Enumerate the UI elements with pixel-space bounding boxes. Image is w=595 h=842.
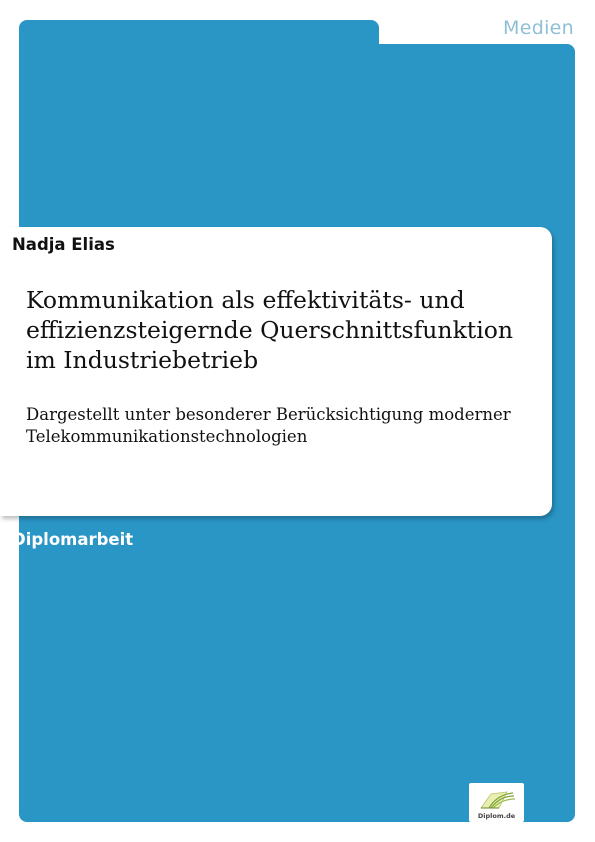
book-subtitle [26,404,536,448]
book-title [26,285,536,375]
title-line: effizienzsteigernde Querschnittsfunktion [26,316,514,344]
book-pages-icon [477,786,517,814]
subtitle-line: Dargestellt unter besonderer Berücksichtigung moderner [26,405,511,424]
title-line: Kommunikation als effektivitäts- und [26,286,465,314]
subtitle-line: Telekommunikationstechnologien [26,427,308,446]
series-label: Medien [503,17,574,39]
document-type: Diplomarbeit [12,530,134,549]
publisher-logo-text: Diplom.de [477,812,516,820]
publisher-logo [469,783,524,822]
title-line: im Industriebetrieb [26,346,259,374]
author-name: Nadja Elias [12,235,115,254]
